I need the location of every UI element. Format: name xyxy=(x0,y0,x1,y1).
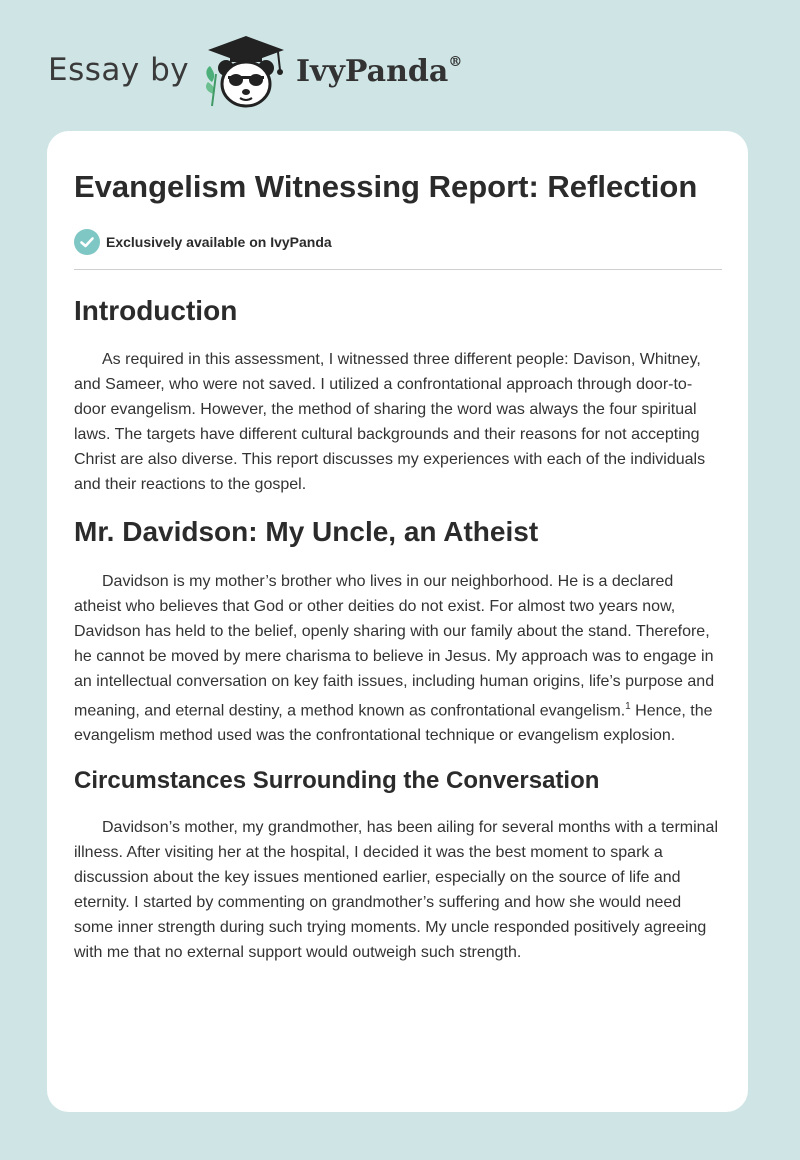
section-paragraph-davidson: Davidson is my mother’s brother who lives in our neighborhood. He is a declared atheist who believes that God or other deities do not exist. For almost two years now, Davidson has held to the belief, openly sharing with our family about the stand. Therefore, he cannot be moved by mere charisma to believe in Jesus. My approach was to engage in an intellectual conversation on key faith issues, including human origins, life’s purpose and meaning, and eternal destiny, a method known as confrontational evangelism.$^1$ Hence, the evangelism method used was the confrontational technique or evangelism explosion. xyxy=(74,573,715,745)
exclusive-badge xyxy=(74,227,722,257)
brand-header[interactable] xyxy=(48,34,548,114)
section-heading-introduction: Introduction xyxy=(74,295,238,326)
footnote-marker[interactable]: 1 xyxy=(625,701,631,712)
section-heading-davidson: Mr. Davidson: My Uncle, an Atheist xyxy=(74,516,539,547)
section-heading-circumstances: Circumstances Surrounding the Conversation xyxy=(74,767,600,795)
panda-graduate-icon xyxy=(200,34,292,110)
divider xyxy=(74,269,722,270)
essay-content xyxy=(74,167,722,965)
exclusive-badge-text: Exclusively available on IvyPanda xyxy=(106,234,332,250)
brand-name: IvyPanda® xyxy=(296,54,463,89)
essay-card xyxy=(47,131,748,1112)
brand-prefix: Essay by xyxy=(48,52,190,88)
check-circle-icon xyxy=(74,229,100,255)
section-paragraph-introduction: As required in this assessment, I witnessed three different people: Davison, Whitney, and Sameer, who were not saved. I utilized a confrontational approach through door-to-door evangelism. However, the method of sharing the word was always the four spiritual laws. The targets have different cultural backgrounds and their reasons for not accepting Christ are also diverse. This report discusses my experiences with each of the individuals and their reactions to the gospel. xyxy=(74,351,706,493)
section-paragraph-circumstances: Davidson’s mother, my grandmother, has been ailing for several months with a terminal illness. After visiting her at the hospital, I decided it was the best moment to spark a discussion about the key issues mentioned earlier, especially on the source of life and eternity. I started by commenting on grandmother’s suffering and how she would need some inner strength during such trying moments. My uncle responded positively agreeing with me that no external support would outweigh such strength. xyxy=(74,819,719,962)
essay-title: Evangelism Witnessing Report: Reflection xyxy=(74,169,698,204)
